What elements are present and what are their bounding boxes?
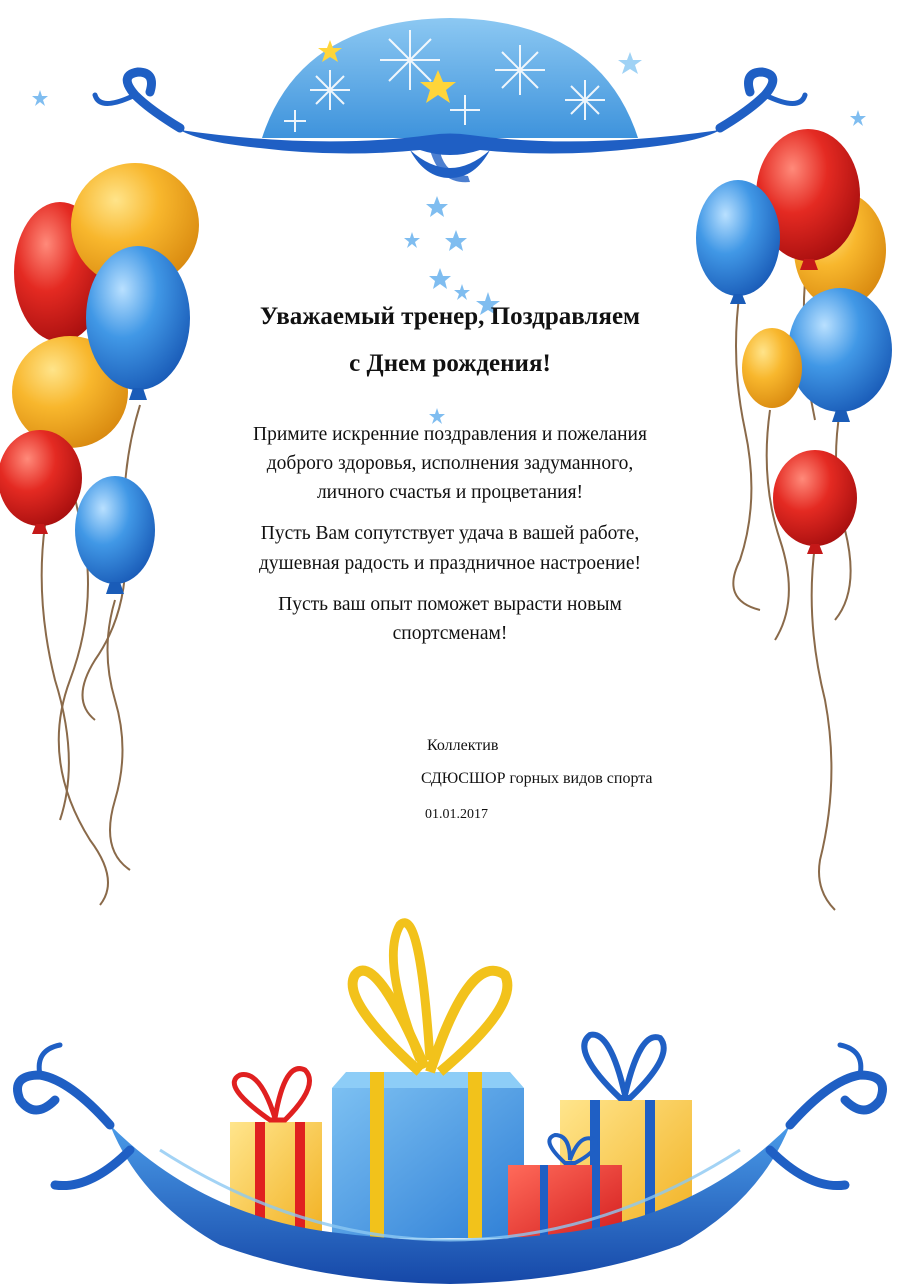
greeting-title-line1: Уважаемый тренер, Поздравляем — [259, 303, 641, 330]
greeting-title-line2: с Днем рождения! — [349, 350, 551, 377]
signature-organization: СДЮСШОР горных видов спорта — [421, 770, 653, 787]
paragraph-1-line-2: доброго здоровья, исполнения задуманного, — [266, 453, 634, 474]
paragraph-3-line-1: Пусть ваш опыт поможет вырасти новым — [278, 594, 622, 615]
signature-date: 01.01.2017 — [425, 807, 488, 822]
signature-collective: Коллектив — [427, 737, 499, 754]
paragraph-1-line-1: Примите искренние поздравления и пожелания — [253, 424, 647, 445]
swirl-ornament-icon — [180, 130, 720, 182]
gift-box-icon — [230, 923, 692, 1238]
snowflake-dome-icon — [262, 18, 642, 138]
paragraph-2-line-2: душевная радость и праздничное настроение! — [259, 553, 641, 574]
paragraph-1-line-3: личного счастья и процветания! — [316, 482, 584, 503]
paragraph-2-line-1: Пусть Вам сопутствует удача в вашей работе, — [260, 523, 640, 544]
paragraph-3-line-2: спортсменам! — [392, 623, 508, 644]
